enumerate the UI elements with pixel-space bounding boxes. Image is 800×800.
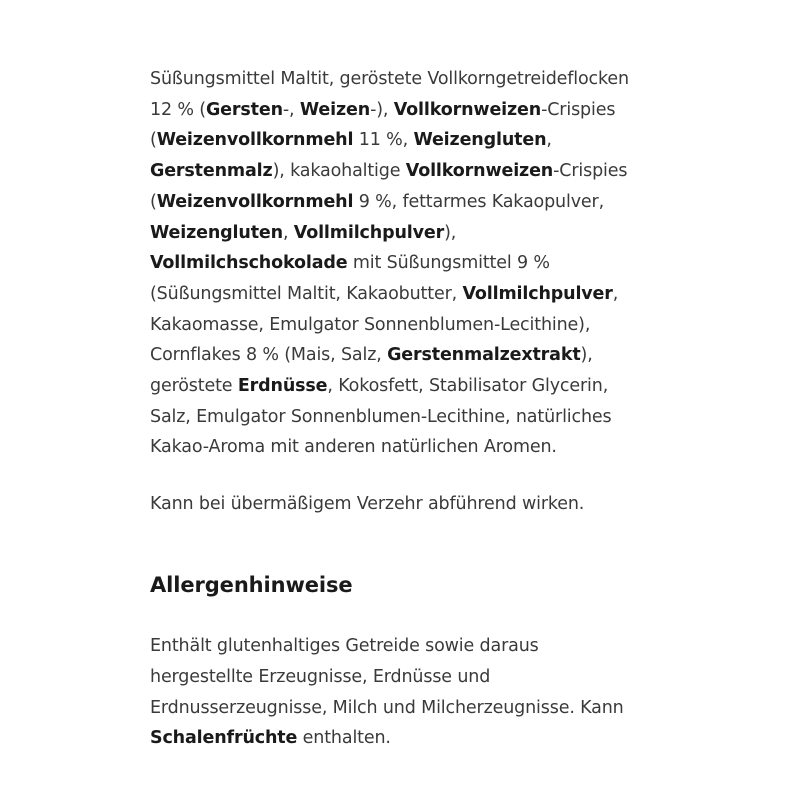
text-segment: ),	[580, 345, 593, 366]
allergen-highlight: Weizengluten	[413, 130, 547, 151]
text-line	[150, 402, 670, 433]
text-line	[150, 693, 670, 724]
text-line	[150, 125, 670, 156]
text-line	[150, 371, 670, 402]
text-segment: -Crispies	[541, 99, 616, 120]
text-line	[150, 340, 670, 371]
allergen-highlight: Gersten	[205, 99, 283, 120]
allergen-highlight: Gerstenmalz	[150, 161, 273, 182]
text-line	[150, 723, 670, 754]
laxative-warning: Kann bei übermäßigem Verzehr abführend wirken.	[150, 494, 585, 515]
text-line	[150, 156, 670, 187]
text-segment: (	[150, 191, 157, 212]
text-segment: 12 % (	[150, 99, 206, 120]
text-line	[150, 248, 670, 279]
text-line	[150, 64, 670, 95]
text-line	[150, 432, 670, 463]
text-segment: mit Süßungsmittel 9 %	[347, 253, 550, 274]
text-segment: Cornflakes 8 % (Mais, Salz,	[150, 345, 388, 366]
text-line	[150, 279, 670, 310]
text-segment: -),	[370, 99, 394, 120]
text-segment: 9 %, fettarmes Kakaopulver,	[353, 191, 604, 212]
text-segment: Salz, Emulgator Sonnenblumen-Lecithine, natürliches	[150, 406, 612, 427]
text-line	[150, 187, 670, 218]
text-line	[150, 310, 670, 341]
allergen-highlight: Erdnüsse	[237, 376, 328, 397]
text-segment: Kakaomasse, Emulgator Sonnenblumen-Lecithine),	[150, 314, 591, 335]
allergen-highlight: Schalenfrüchte	[150, 728, 298, 749]
allergen-heading: Allergenhinweise	[150, 573, 353, 598]
text-segment: ,	[282, 222, 294, 243]
allergen-text	[150, 631, 670, 754]
text-line	[150, 95, 670, 126]
text-segment: hergestellte Erzeugnisse, Erdnüsse und	[150, 666, 491, 687]
text-segment: Kakao-Aroma mit anderen natürlichen Aromen.	[150, 437, 557, 458]
text-line	[150, 631, 670, 662]
text-segment: ,	[612, 283, 619, 304]
text-segment: ,	[546, 130, 552, 151]
allergen-highlight: Vollkornweizen	[393, 99, 542, 120]
product-info-content	[150, 64, 670, 754]
allergen-highlight: Weizenvollkornmehl	[156, 130, 354, 151]
text-segment: (	[150, 130, 157, 151]
text-segment: ), kakaohaltige	[272, 161, 406, 182]
text-segment: -Crispies	[553, 161, 628, 182]
text-line	[150, 218, 670, 249]
text-segment: (Süßungsmittel Maltit, Kakaobutter,	[150, 283, 463, 304]
ingredients-list	[150, 64, 670, 463]
allergen-highlight: Vollmilchschokolade	[150, 253, 348, 274]
allergen-highlight: Vollkornweizen	[405, 161, 554, 182]
text-line	[150, 662, 670, 693]
allergen-highlight: Weizenvollkornmehl	[156, 191, 354, 212]
text-segment: Enthält glutenhaltiges Getreide sowie daraus	[150, 636, 539, 657]
allergen-highlight: Vollmilchpulver	[293, 222, 445, 243]
allergen-highlight: Gerstenmalzextrakt	[387, 345, 581, 366]
allergen-highlight: Vollmilchpulver	[462, 283, 613, 304]
text-segment: Süßungsmittel Maltit, geröstete Vollkorngetreideflocken	[150, 69, 629, 89]
text-segment: 11 %,	[353, 130, 414, 151]
text-segment: , Kokosfett, Stabilisator Glycerin,	[327, 376, 609, 397]
allergen-highlight: Weizen	[299, 99, 371, 120]
text-segment: Erdnusserzeugnisse, Milch und Milcherzeugnisse. Kann	[150, 697, 624, 718]
text-segment: enthalten.	[297, 728, 391, 749]
text-segment: -,	[282, 99, 300, 120]
text-segment: ),	[444, 222, 457, 243]
text-segment: geröstete	[150, 376, 238, 397]
allergen-highlight: Weizengluten	[150, 222, 283, 243]
